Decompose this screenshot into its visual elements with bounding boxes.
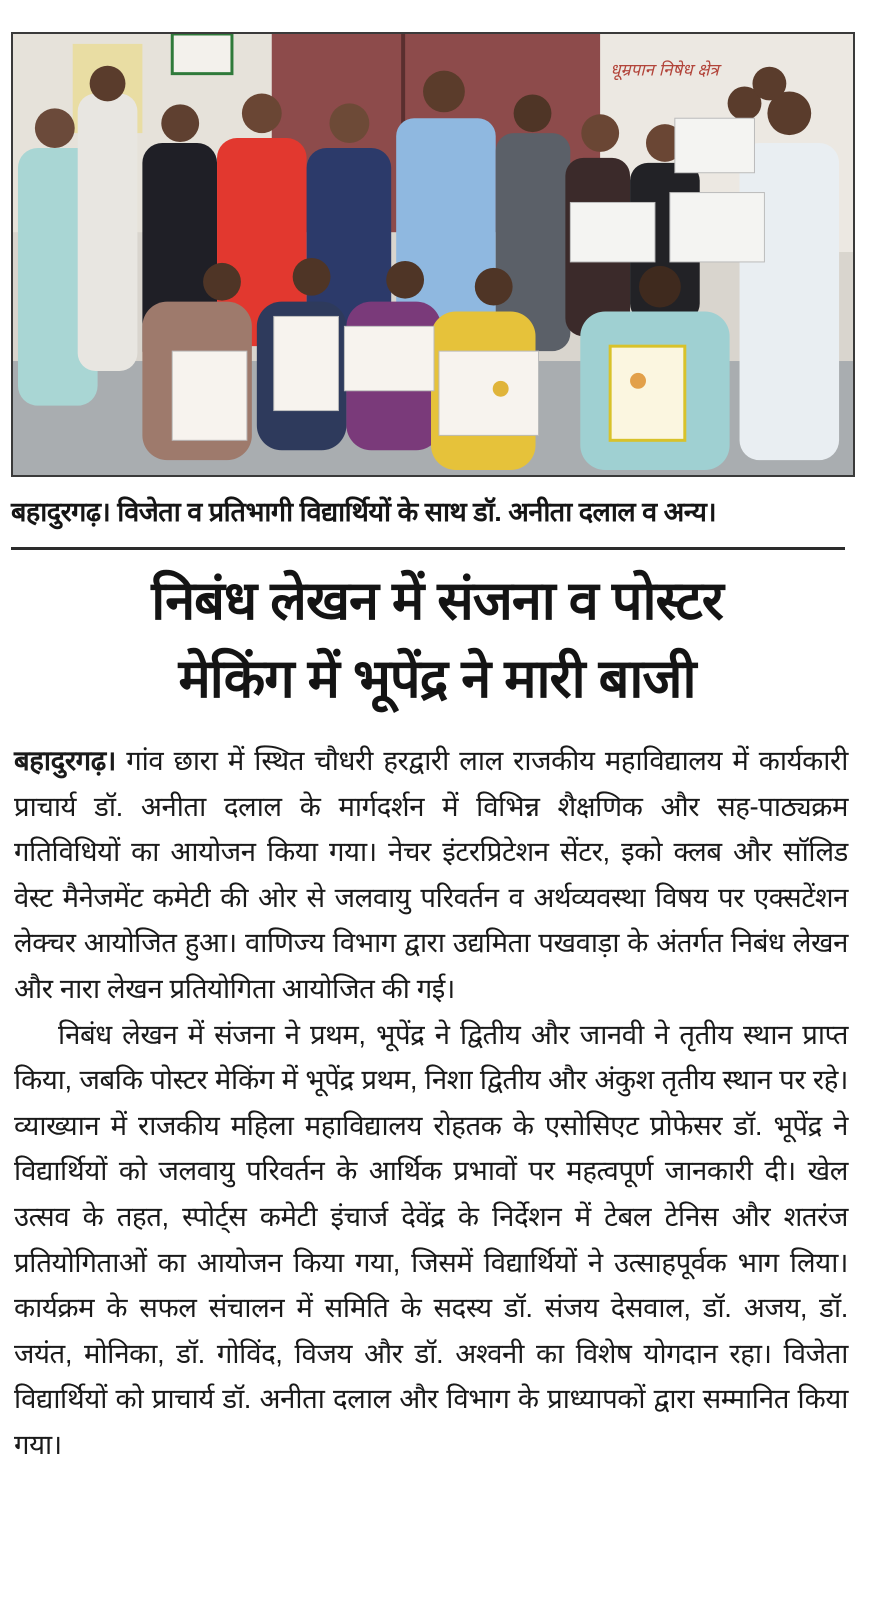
article-dateline: बहादुरगढ़।: [14, 745, 116, 776]
headline-line-2: मेकिंग में भूपेंद्र ने मारी बाजी: [178, 649, 696, 709]
article-paragraph-1: [14, 738, 848, 1012]
article-paragraph-1-text: गांव छारा में स्थित चौधरी हरद्वारी लाल राजकीय महाविद्यालय में कार्यकारी प्राचार्य डॉ. अनीता दलाल के मार्गदर्शन में विभिन्न शैक्षणिक और सह-पाठ्यक्रम गतिविधियों का आयोजन किया गया। नेचर इंटरप्रिटेशन सेंटर, इको क्लब और सॉलिड वेस्ट मैनेजमेंट कमेटी की ओर से जलवायु परिवर्तन व अर्थव्यवस्था विषय पर एक्सटेंशन लेक्चर आयोजित हुआ। वाणिज्य विभाग द्वारा उद्यमिता पखवाड़ा के अंतर्गत निबंध लेखन और नारा लेखन प्रतियोगिता आयोजित की गई।: [14, 745, 848, 1004]
divider-rule: [11, 547, 845, 550]
article-paragraph-2: निबंध लेखन में संजना ने प्रथम, भूपेंद्र ने द्वितीय और जानवी ने तृतीय स्थान प्राप्त किया, जबकि पोस्टर मेकिंग में भूपेंद्र प्रथम, निशा द्वितीय और अंकुश तृतीय स्थान पर रहे। व्याख्यान में राजकीय महिला महाविद्यालय रोहतक के एसोसिएट प्रोफेसर डॉ. भूपेंद्र ने विद्यार्थियों को जलवायु परिवर्तन के आर्थिक प्रभावों पर महत्वपूर्ण जानकारी दी। खेल उत्सव के तहत, स्पोर्ट्स कमेटी इंचार्ज देवेंद्र के निर्देशन में टेबल टेनिस और शतरंज प्रतियोगिताओं का आयोजन किया गया, जिसमें विद्यार्थियों ने उत्साहपूर्वक भाग लिया। कार्यक्रम के सफल संचालन में समिति के सदस्य डॉ. संजय देसवाल, डॉ. अजय, डॉ. जयंत, मोनिका, डॉ. गोविंद, विजय और डॉ. अश्वनी का विशेष योगदान रहा। विजेता विद्यार्थियों को प्राचार्य डॉ. अनीता दलाल और विभाग के प्राध्यापकों द्वारा सम्मानित किया गया।: [14, 1018, 848, 1460]
headline: [0, 562, 874, 718]
headline-line-1: निबंध लेखन में संजना व पोस्टर: [151, 571, 723, 631]
photo-caption: [11, 492, 851, 529]
wall-sign-text: धूम्रपान निषेध क्षेत्र: [610, 60, 719, 80]
article-body: [14, 738, 848, 1468]
caption-text: विजेता व प्रतिभागी विद्यार्थियों के साथ डॉ. अनीता दलाल व अन्य।: [110, 497, 717, 527]
group-photo-illustration: [13, 34, 853, 475]
news-photo: [11, 32, 855, 477]
caption-dateline: बहादुरगढ़।: [11, 497, 111, 527]
